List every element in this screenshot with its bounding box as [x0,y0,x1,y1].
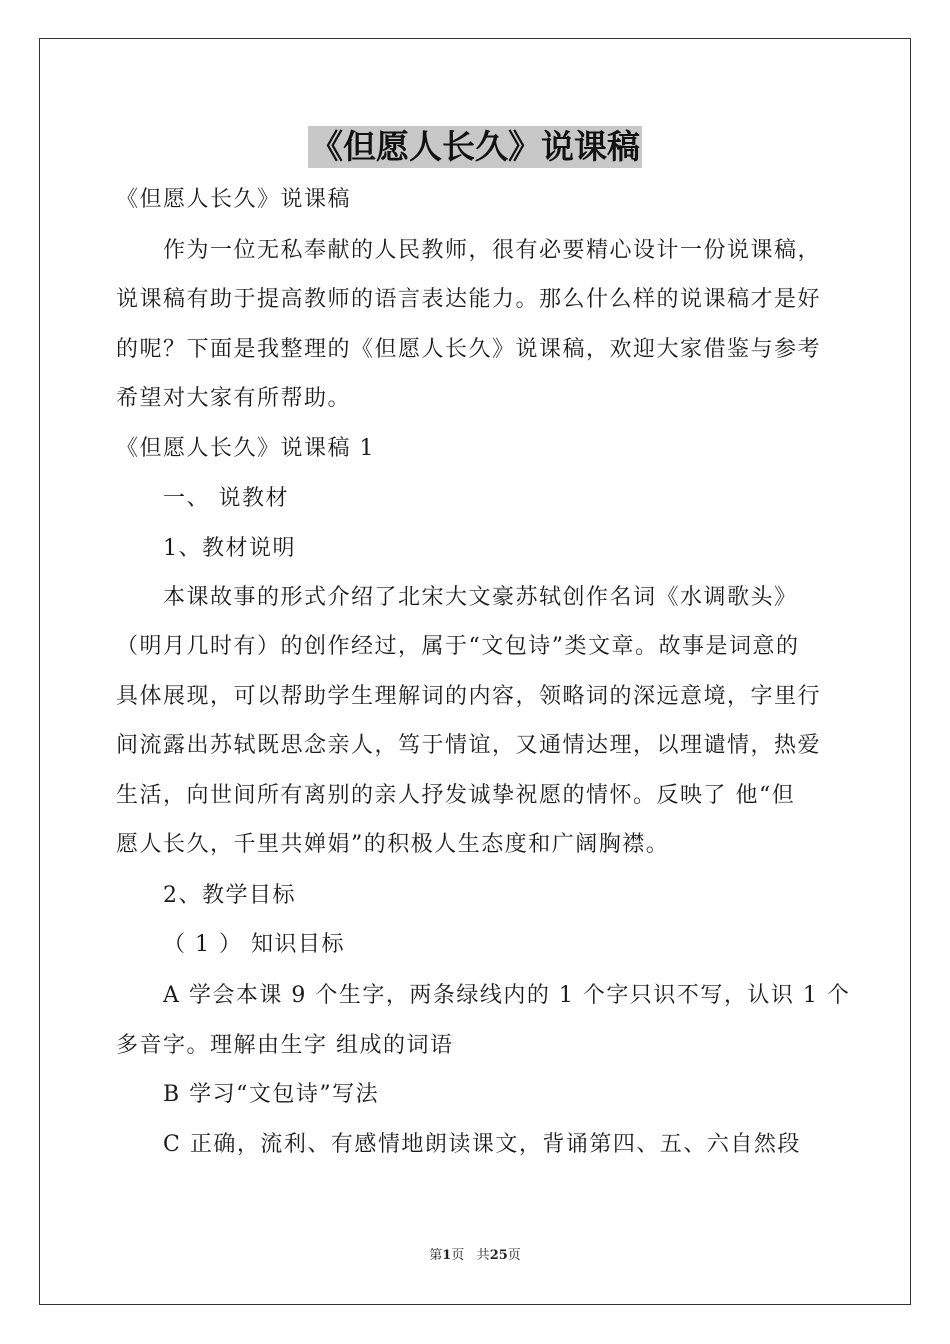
footer-page-suffix: 页 [451,1248,465,1263]
body-paragraph-line: 愿人长久，千里共婵娟”的积极人生态度和广阔胸襟。 [116,832,670,857]
body-paragraph-line: 间流露出苏轼既思念亲人，笃于情谊，又通情达理，以理谴情，热爱 [116,733,822,758]
heading-teaching-material: 一、 说教材 [163,486,289,511]
goal-item-c: C 正确，流利、有感情地朗读课文，背诵第四、五、六自然段 [163,1132,801,1157]
intro-paragraph-line: 的呢？下面是我整理的《但愿人长久》说课稿，欢迎大家借鉴与参考 [116,337,822,362]
goal-item-b: B 学习“文包诗”写法 [163,1082,380,1107]
goal-item-a-continued: 多音字。理解由生字 组成的词语 [116,1033,454,1058]
footer-page-number: 1 [442,1248,452,1263]
heading-teaching-goals: 2、教学目标 [163,883,296,908]
footer-total-prefix: 共 [476,1248,490,1263]
body-paragraph-line: 具体展现，可以帮助学生理解词的内容，领略词的深远意境，字里行 [116,684,822,709]
footer-page-prefix: 第 [429,1248,443,1263]
page-border [39,38,911,1305]
intro-paragraph-line: 作为一位无私奉献的人民教师，很有必要精心设计一份说课稿， [163,238,822,263]
page-footer [0,1247,950,1265]
body-paragraph-line: 生活，向世间所有离别的亲人抒发诚挚祝愿的情怀。反映了 他“但 [116,783,796,808]
body-paragraph-line: （明月几时有）的创作经过，属于“文包诗”类文章。故事是词意的 [116,634,800,659]
subtitle-line: 《但愿人长久》说课稿 [116,187,352,212]
heading-material-description: 1、教材说明 [163,536,296,561]
goal-item-a: A 学会本课 9 个生字，两条绿线内的 1 个字只识不写，认识 1 个 [163,983,851,1008]
intro-paragraph-line: 希望对大家有所帮助。 [116,386,352,411]
body-paragraph-line: 本课故事的形式介绍了北宋大文豪苏轼创作名词《水调歌头》 [163,585,798,610]
footer-total-suffix: 页 [507,1248,521,1263]
footer-total-pages: 25 [489,1248,508,1263]
document-title: 《但愿人长久》说课稿 [310,127,640,166]
title-container [0,126,950,168]
section-heading: 《但愿人长久》说课稿 1 [116,436,375,461]
heading-knowledge-goals: （ 1 ） 知识目标 [163,932,345,957]
intro-paragraph-line: 说课稿有助于提高教师的语言表达能力。那么什么样的说课稿才是好 [116,287,822,312]
